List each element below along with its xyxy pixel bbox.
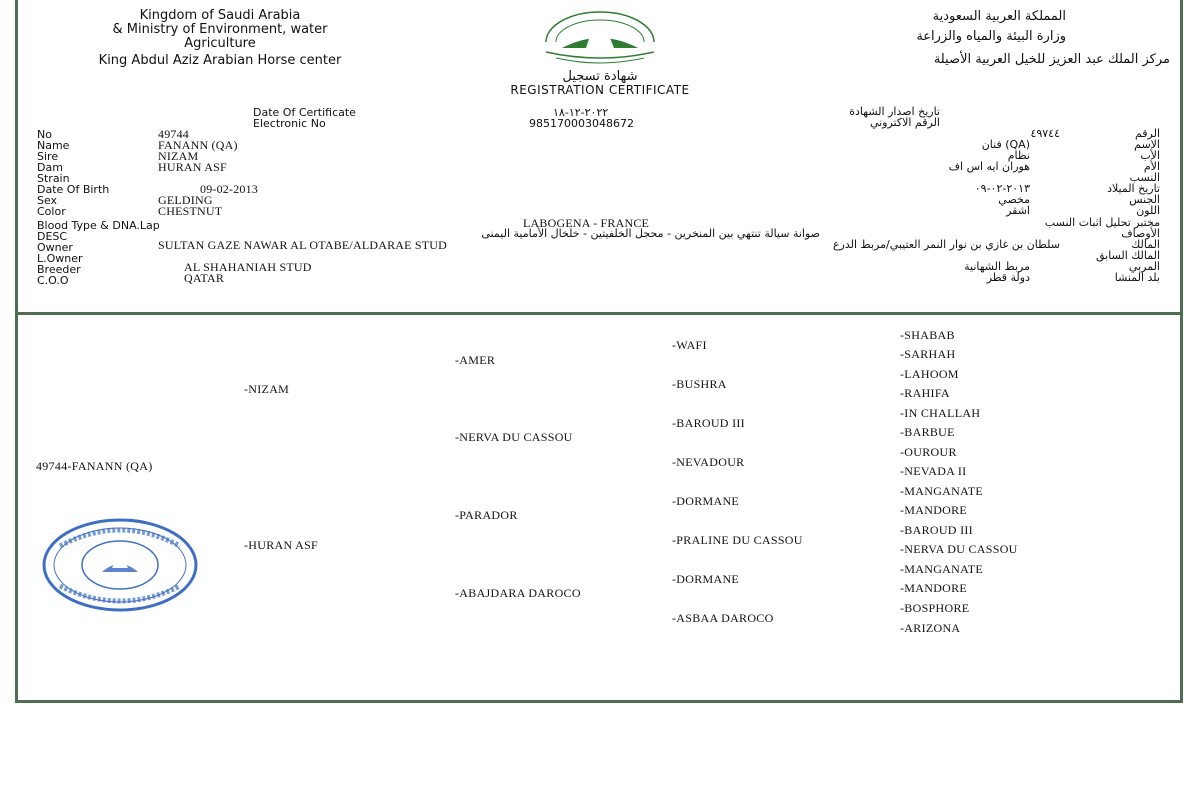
label-blood-type-ar: مختبر تحليل اثبات النسب: [1044, 216, 1160, 229]
pedigree-gen4-item: -RAHIFA: [900, 386, 950, 400]
value-breeder: AL SHAHANIAH STUD: [184, 260, 312, 274]
label-coo-ar: بلد المنشا: [1114, 271, 1160, 284]
pedigree-gen2-item: -AMER: [455, 353, 496, 367]
value-breeder-ar: مربط الشهانية: [964, 260, 1030, 273]
pedigree-gen4-item: -MANGANATE: [900, 562, 983, 576]
label-sex: Sex: [37, 194, 58, 207]
section-divider: [15, 312, 1183, 315]
value-sire-ar: نظام: [1007, 149, 1030, 162]
pedigree-gen3-item: -BAROUD III: [672, 416, 745, 430]
label-owner-ar: المالك: [1131, 238, 1160, 251]
value-coo: QATAR: [184, 271, 225, 285]
pedigree-gen4-item: -IN CHALLAH: [900, 406, 981, 420]
label-color: Color: [37, 205, 66, 218]
value-dam: HURAN ASF: [158, 160, 227, 174]
value-sire: NIZAM: [158, 149, 199, 163]
header-agriculture: Agriculture: [184, 36, 256, 51]
label-strain-ar: النسب: [1129, 171, 1160, 184]
label-no: No: [37, 128, 52, 141]
horse-palm-logo: [526, 8, 674, 70]
pedigree-horse: 49744-FANANN (QA): [36, 459, 153, 473]
value-date-of-birth: 09-02-2013: [200, 182, 258, 196]
pedigree-sire: -NIZAM: [244, 382, 290, 396]
pedigree-gen4-item: -SARHAH: [900, 347, 956, 361]
registry-stamp: [40, 516, 200, 614]
value-dam-ar: هوران ايه اس اف: [948, 160, 1030, 173]
label-strain: Strain: [37, 172, 70, 185]
label-name-ar: الاسم: [1134, 138, 1160, 151]
title-en: REGISTRATION CERTIFICATE: [510, 83, 690, 97]
pedigree-gen3-item: -PRALINE DU CASSOU: [672, 533, 803, 547]
value-color: CHESTNUT: [158, 204, 223, 218]
value-color-ar: اشقر: [1006, 204, 1030, 217]
electronic-no-label: Electronic No: [253, 117, 326, 130]
value-sex-ar: مخصي: [998, 193, 1030, 206]
value-desc-ar: صوانة سيالة تنتهي بين المنخرين - محجل الخلفيتين - خلخال الأمامية اليمنى: [481, 227, 820, 240]
value-name-ar: (QA) فنان: [981, 138, 1030, 151]
title-ar: شهادة تسجيل: [562, 69, 638, 84]
pedigree-dam: -HURAN ASF: [244, 538, 319, 552]
pedigree-gen4-item: -NEVADA II: [900, 464, 967, 478]
pedigree-gen3-item: -ASBAA DAROCO: [672, 611, 774, 625]
header-kingdom-ar: المملكة العربية السعودية: [932, 9, 1066, 24]
electronic-no-value: 985170003048672: [529, 117, 634, 130]
pedigree-gen4-item: -LAHOOM: [900, 367, 959, 381]
label-blood-type: Blood Type & DNA.Lap: [37, 219, 160, 232]
label-dam-ar: الأم: [1143, 160, 1160, 173]
value-owner: SULTAN GAZE NAWAR AL OTABE/ALDARAE STUD: [158, 238, 448, 252]
label-dam: Dam: [37, 161, 63, 174]
label-breeder-ar: المربي: [1128, 260, 1160, 273]
pedigree-gen4-item: -NERVA DU CASSOU: [900, 542, 1018, 556]
date-of-certificate-label-ar: تاريخ اصدار الشهادة: [849, 105, 940, 118]
pedigree-gen4-item: -OUROUR: [900, 445, 957, 459]
electronic-no-label-ar: الرقم الاكتروني: [869, 116, 940, 129]
value-owner-ar: سلطان بن غازي بن نوار النمر العتيبي/مربط الدرع: [832, 238, 1060, 251]
label-desc-ar: الأوصاف: [1121, 227, 1160, 240]
pedigree-gen2-item: -NERVA DU CASSOU: [455, 430, 573, 444]
pedigree-gen4-item: -MANDORE: [900, 581, 968, 595]
pedigree-gen4-item: -MANDORE: [900, 503, 968, 517]
header-ministry-ar: وزارة البيئة والمياه والزراعة: [916, 29, 1066, 44]
label-no-ar: الرقم: [1134, 127, 1160, 140]
pedigree-gen4-item: -MANGANATE: [900, 484, 983, 498]
pedigree-gen4-item: -BAROUD III: [900, 523, 973, 537]
value-name: FANANN (QA): [158, 138, 238, 152]
header-kingdom: Kingdom of Saudi Arabia: [139, 8, 301, 23]
label-sex-ar: الجنس: [1129, 193, 1160, 206]
pedigree-gen2-item: -ABAJDARA DAROCO: [455, 586, 581, 600]
label-sire-ar: الأب: [1140, 149, 1160, 162]
label-coo: C.O.O: [37, 274, 69, 287]
label-owner: Owner: [37, 241, 73, 254]
pedigree-gen3-item: -BUSHRA: [672, 377, 727, 391]
date-of-certificate-label: Date Of Certificate: [253, 106, 356, 119]
pedigree-gen4-item: -SHABAB: [900, 328, 955, 342]
label-color-ar: اللون: [1136, 204, 1160, 217]
pedigree-gen4-item: -BOSPHORE: [900, 601, 970, 615]
value-coo-ar: دولة قطر: [986, 271, 1030, 284]
pedigree-gen4-item: -ARIZONA: [900, 621, 961, 635]
label-sire: Sire: [37, 150, 59, 163]
value-no: 49744: [158, 127, 189, 141]
header-ministry: & Ministry of Environment, water: [112, 22, 328, 37]
value-date-of-birth-ar: ٢٠١٣-٠٢-٠٩: [974, 182, 1030, 195]
pedigree-gen3-item: -NEVADOUR: [672, 455, 745, 469]
label-name: Name: [37, 139, 70, 152]
value-sex: GELDING: [158, 193, 213, 207]
pedigree-gen3-item: -DORMANE: [672, 572, 740, 586]
label-last-owner-ar: المالك السابق: [1095, 249, 1160, 262]
value-blood-type: LABOGENA - FRANCE: [523, 216, 650, 230]
value-no-ar: ٤٩٧٤٤: [1030, 127, 1060, 140]
label-last-owner: L.Owner: [37, 252, 83, 265]
pedigree-gen3-item: -DORMANE: [672, 494, 740, 508]
header-center-ar: مركز الملك عبد العزيز للخيل العربية الأصيلة: [933, 52, 1170, 67]
pedigree-gen4-item: -BARBUE: [900, 425, 955, 439]
label-date-of-birth-ar: تاريخ الميلاد: [1107, 182, 1160, 195]
label-date-of-birth: Date Of Birth: [37, 183, 110, 196]
pedigree-gen2-item: -PARADOR: [455, 508, 518, 522]
header-center-name: King Abdul Aziz Arabian Horse center: [98, 53, 342, 68]
label-desc: DESC: [37, 230, 68, 243]
label-breeder: Breeder: [37, 263, 81, 276]
pedigree-gen3-item: -WAFI: [672, 338, 707, 352]
date-of-certificate-value: ٢٠٢٢-١٢-١٨: [553, 106, 609, 119]
